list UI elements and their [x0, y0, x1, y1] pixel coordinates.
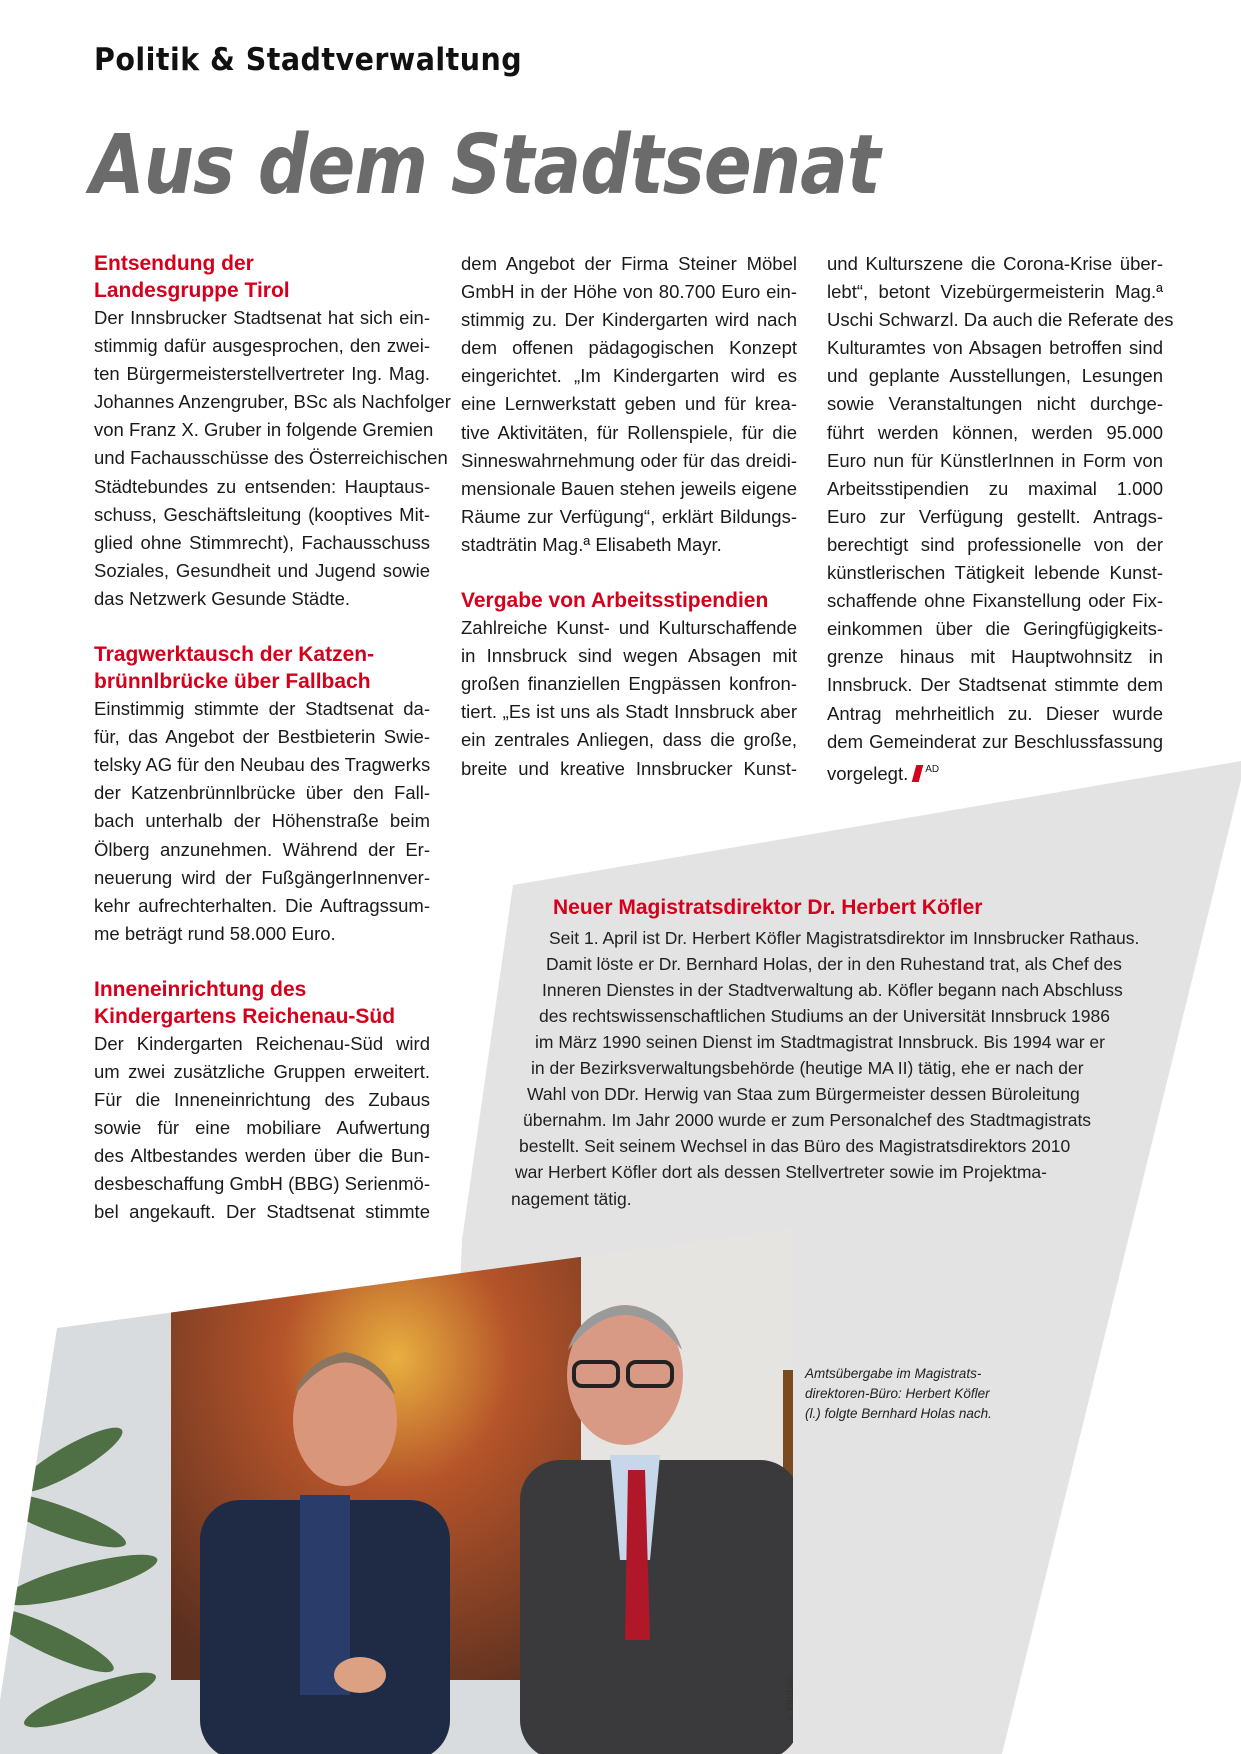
- photo-credit: © KRUDIG: [786, 1676, 795, 1720]
- article-arbeitsstipendien: [461, 587, 797, 783]
- article-heading: Vergabe von Arbeitsstipendien: [461, 589, 769, 613]
- article-body: Einstimmig stimmte der Stadtsenat da- für, das Angebot der Bestbieterin Swie- telsky AG für den Neubau des Tragwerks der Katzenbrünnlbrücke über den Fall- bach unterhalb der Höhenstraße beim Ölberg anzunehmen. Während der Er- neuerung wird der FußgängerInnenver- kehr aufrechterhalten. Die Auftragssum- me beträgt rund 58.000 Euro.: [94, 698, 431, 944]
- article-body: Der Innsbrucker Stadtsenat hat sich ein- stimmig dafür ausgesprochen, den zwei- ten Bürgermeisterstellvertreter Ing. Mag. Johannes Anzengruber, BSc als Nachfolger von Franz X. Gruber in folgende Gremien und Fachausschüsse des Österreichischen Städtebundes zu entsenden: Hauptaus- schuss, Geschäftsleitung (kooptives Mit- glied ohne Stimmrecht), Fachausschuss Soziales, Gesundheit und Jugend sowie das Netzwerk Gesunde Städte.: [94, 307, 451, 609]
- article-body-continued: dem Angebot der Firma Steiner Möbel GmbH in der Höhe von 80.700 Euro ein- stimmig zu. Der Kindergarten wird nach dem offenen pädagogischen Konzept eingerichtet. „Im Kindergarten wird es eine Lernwerkstatt geben und für krea- tive Aktivitäten, für Rollenspiele, für die Sinneswahrnehmung oder für das dreidi- mensionale Bauen stehen jeweils eigene Räume zur Verfügung“, erklärt Bildungs- stadträtin Mag.ª Elisabeth Mayr.: [461, 253, 797, 555]
- column-3: [827, 250, 1174, 788]
- section-label: Politik & Stadtverwaltung: [94, 42, 523, 78]
- article-inneneinrichtung: [94, 976, 430, 1227]
- author-initials: AD: [925, 763, 940, 775]
- column-1: [94, 250, 451, 1227]
- article-body: Der Kindergarten Reichenau-Süd wird um zwei zusätzliche Gruppen erweitert. Für die Inneneinrichtung des Zubaus sowie für eine mobiliare Aufwertung des Altbestandes werden über die Bun- desbeschaffung GmbH (BBG) Serienmö- bel angekauft. Der Stadtsenat stimmte: [94, 1032, 430, 1223]
- photo-caption: Amtsübergabe im Magistrats- direktoren-Büro: Herbert Köfler (l.) folgte Bernhard Holas nach.: [805, 1366, 992, 1421]
- column-2: [461, 250, 797, 783]
- article-heading: Tragwerktausch der Katzen- brünnlbrücke über Fallbach: [94, 643, 375, 694]
- page-title: Aus dem Stadtsenat: [90, 118, 880, 213]
- end-mark-icon: [912, 765, 924, 782]
- article-entsendung: [94, 250, 451, 613]
- article-heading: Inneneinrichtung des Kindergartens Reichenau-Süd: [94, 977, 396, 1028]
- feature-heading: Neuer Magistratsdirektor Dr. Herbert Köfler: [553, 896, 983, 919]
- article-heading: Entsendung der Landesgruppe Tirol: [94, 252, 290, 302]
- article-body-continued: und Kulturszene die Corona-Krise über- lebt“, betont Vizebürgermeisterin Mag.ª Uschi Schwarzl. Da auch die Referate des Kulturamtes von Absagen betroffen sind und geplante Ausstellungen, Lesungen sowie Veranstaltungen nicht durchge- führt werden können, werden 95.000 Euro nun für KünstlerInnen in Form von Arbeitsstipendien zu maximal 1.000 Euro zur Verfügung gestellt. Antrags- berechtigt sind professionelle von der künstlerischen Tätigkeit lebende Kunst- schaffende ohne Fixanstellung oder Fix- einkommen über die Geringfügigkeits- grenze hinaus mit Hauptwohnsitz in Innsbruck. Der Stadtsenat stimmte dem Antrag mehrheitlich zu. Dieser wurde dem Gemeinderat zur Beschlussfassung vorgelegt. $^{AD}$: [827, 253, 1174, 784]
- article-tragwerktausch: [94, 641, 430, 948]
- article-body: Zahlreiche Kunst- und Kulturschaffende in Innsbruck sind wegen Absagen mit großen finanziellen Engpässen konfron- tiert. „Es ist uns als Stadt Innsbruck aber ein zentrales Anliegen, dass die große, breite und kreative Innsbrucker Kunst-: [461, 617, 797, 779]
